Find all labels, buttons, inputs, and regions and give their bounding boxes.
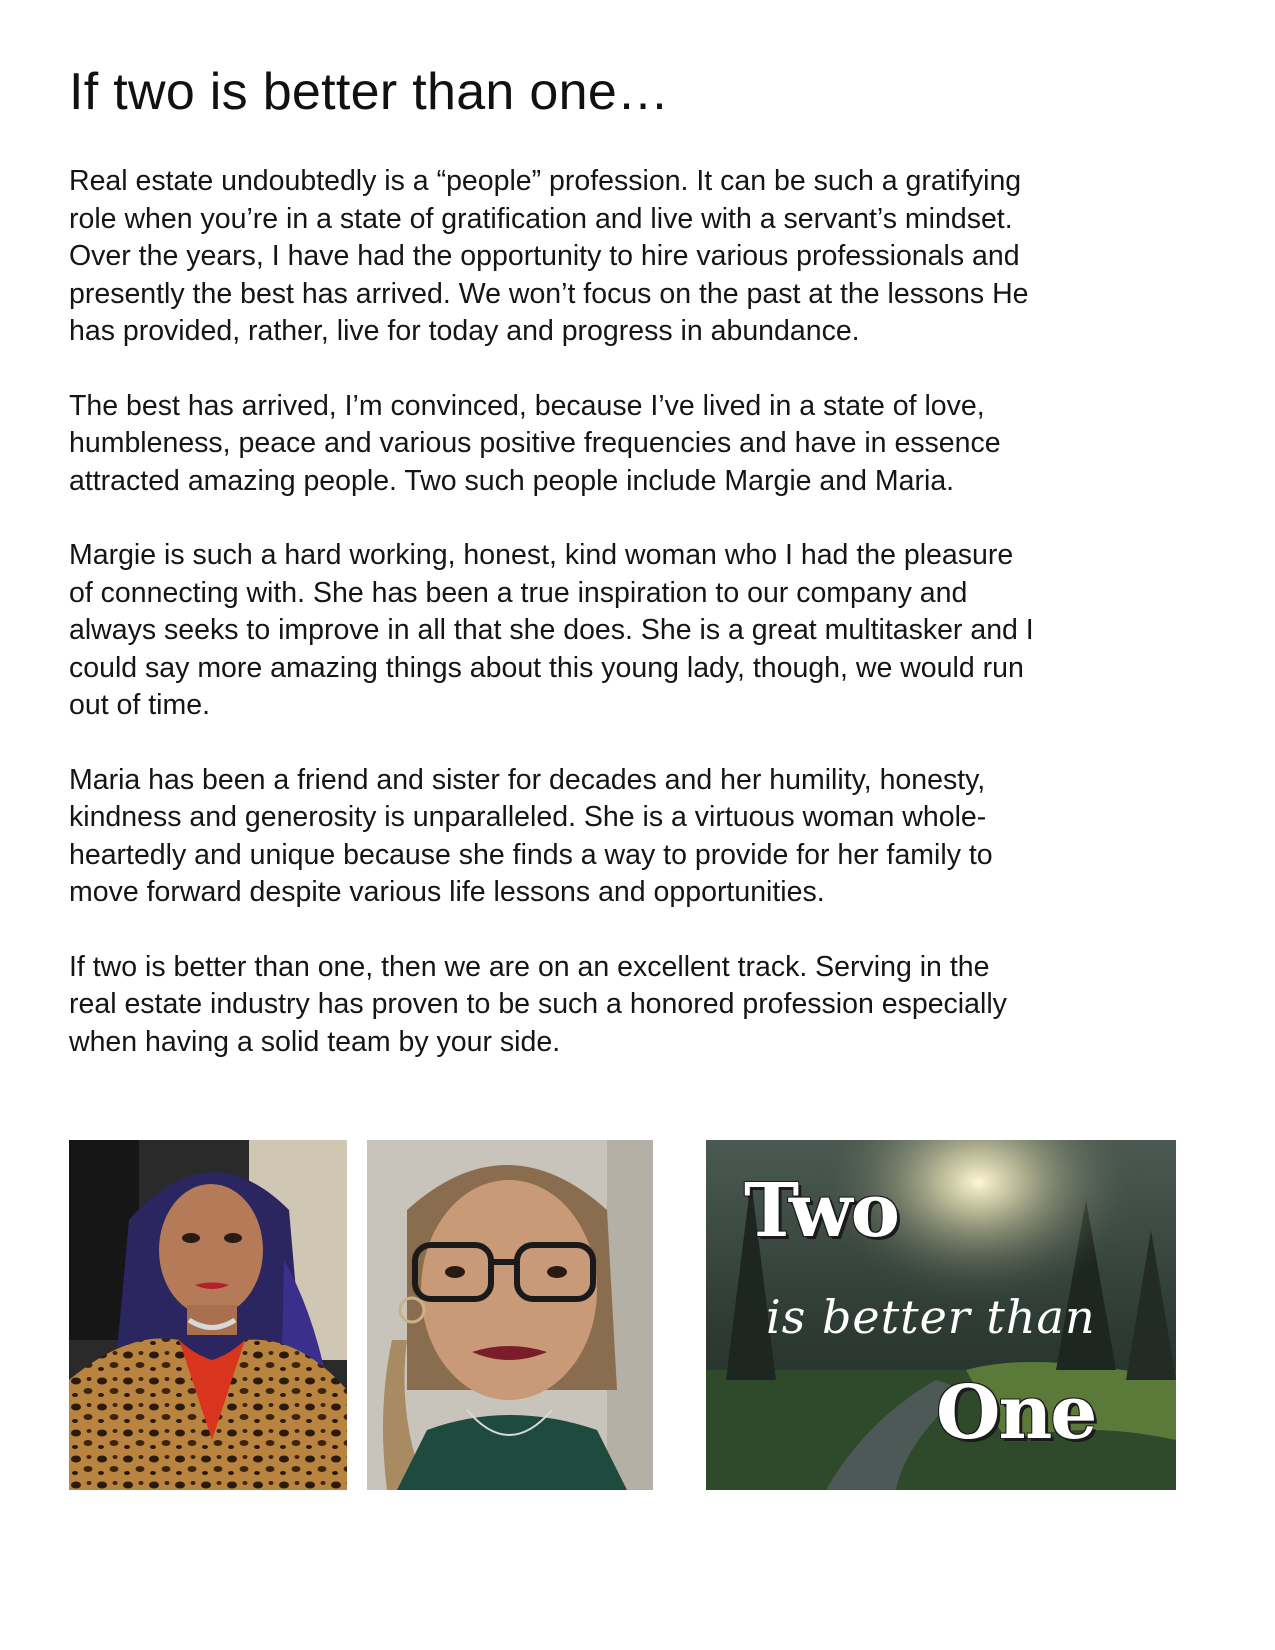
graphic-two-better-than-one bbox=[706, 1140, 1176, 1490]
paragraph-5: If two is better than one, then we are on an excellent track. Serving in the real estate industry has proven to be such a honored profession especially when having a solid team by your side. bbox=[69, 950, 1007, 1058]
graphic-word-is-better-than: is better than bbox=[766, 1290, 1096, 1344]
portrait-illustration bbox=[69, 1140, 347, 1490]
paragraph-1: Real estate undoubtedly is a “people” profession. It can be such a gratifying role when you’re in a state of gratification and live with a servant’s mindset. Over the years, I have had the opportunity to hire various professionals and presently the best has arrived. We won’t focus on the past at the lessons He has provided, rather, live for today and progress in abundance. bbox=[69, 165, 1029, 347]
graphic-word-one: One bbox=[936, 1370, 1096, 1456]
article-body bbox=[69, 163, 1209, 1098]
paragraph-4: Maria has been a friend and sister for decades and her humility, honesty, kindness and generosity is unparalleled. She is a virtuous woman whole- heartedly and unique because she finds a way to provide for her family to move forward despite various life lessons and opportunities. bbox=[69, 763, 993, 908]
paragraph-2: The best has arrived, I’m convinced, because I’ve lived in a state of love, humbleness, peace and various positive frequencies and have in essence attracted amazing people. Two such people include Margie and Maria. bbox=[69, 389, 1001, 497]
graphic-word-two: Two bbox=[744, 1168, 898, 1254]
page-title: If two is better than one… bbox=[69, 63, 670, 121]
paragraph-3: Margie is such a hard working, honest, kind woman who I had the pleasure of connecting with. She has been a true inspiration to our company and always seeks to improve in all that she does. She is a great multitasker and I could say more amazing things about this young lady, though, we would run out of time. bbox=[69, 539, 1034, 721]
photo-woman-leopard-jacket bbox=[69, 1140, 347, 1490]
photo-woman-glasses bbox=[367, 1140, 653, 1490]
portrait-illustration bbox=[367, 1140, 653, 1490]
